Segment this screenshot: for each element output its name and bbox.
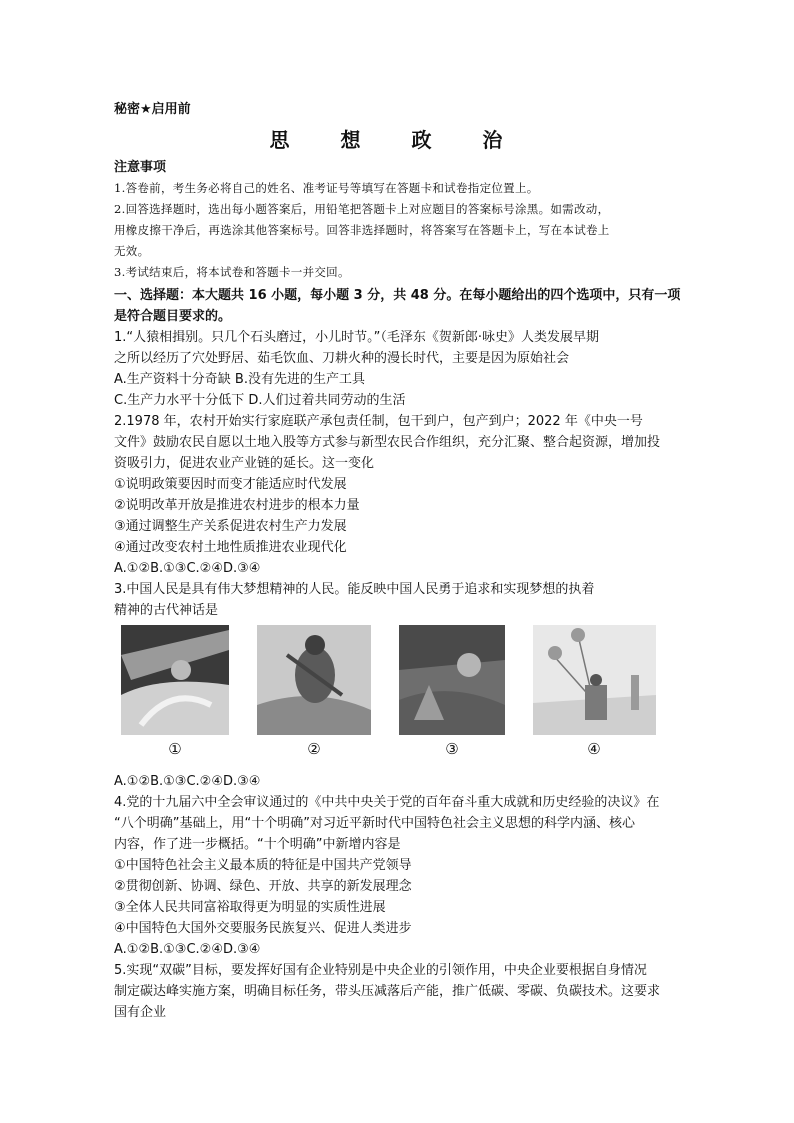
note-line: 1.答卷前，考生务必将自己的姓名、准考证号等填写在答题卡和试卷指定位置上。 [114,181,539,195]
question-stem: 4.党的十九届六中全会审议通过的《中共中央关于党的百年奋斗重大成就和历史经验的决议》在 [114,795,660,810]
statement-item: ①说明政策要因时而变才能适应时代发展 [114,477,347,492]
question-options: C.生产力水平十分低下 D.人们过着共同劳动的生活 [114,393,406,408]
statement-item: ④通过改变农村土地性质推进农业现代化 [114,540,347,555]
question-stem: 2.1978 年，农村开始实行家庭联产承包责任制，包干到户，包产到户；2022 年《中央一号 [114,414,643,429]
question-stem: 之所以经历了穴处野居、茹毛饮血、刀耕火种的漫长时代，主要是因为原始社会 [114,351,570,366]
secret-label: 秘密★启用前 [114,102,191,117]
question-stem: 1.“人猿相揖别。只几个石头磨过，小儿时节。”（毛泽东《贺新郎·咏史》人类发展早期 [114,330,600,345]
question-1 [114,327,700,411]
question-options: A.①②B.①③C.②④D.③④ [114,942,261,957]
question-stem: 5.实现“双碳”目标，要发挥好国有企业特别是中央企业的引领作用，中央企业要根据自身情况 [114,963,647,978]
question-5 [114,960,700,1023]
section-heading-line: 一、选择题：本大题共 16 小题，每小题 3 分，共 48 分。在每小题给出的四个选项中，只有一项 [114,288,681,303]
question-2 [114,411,700,579]
statement-item: ③通过调整生产关系促进农村生产力发展 [114,519,347,534]
statement-item: ③全体人民共同富裕取得更为明显的实质性进展 [114,900,386,915]
question-3 [114,579,700,792]
page-title: 思 想 政 治 [269,128,525,152]
figure-label: ③ [445,740,459,758]
myth-image-1 [121,625,229,735]
section-heading [114,285,700,327]
myth-image-4 [533,625,656,735]
question-stem: 制定碳达峰实施方案，明确目标任务，带头压减落后产能，推广低碳、零碳、负碳技术。这要求 [114,984,661,999]
question-options: A.①②B.①③C.②④D.③④ [114,561,261,576]
question-stem: 国有企业 [114,1005,167,1020]
statement-item: ②说明改革开放是推进农村进步的根本力量 [114,498,360,513]
question-stem: 资吸引力，促进农业产业链的延长。这一变化 [114,456,375,471]
note-line: 用橡皮擦干净后，再选涂其他答案标号。回答非选择题时，将答案写在答题卡上，写在本试卷上 [114,223,610,237]
note-line: 无效。 [114,244,150,258]
question-stem: 精神的古代神话是 [114,603,219,618]
section-heading-line: 是符合题目要求的。 [114,309,232,324]
statement-item: ②贯彻创新、协调、绿色、开放、共享的新发展理念 [114,879,412,894]
myth-image-2 [257,625,371,735]
note-line: 3.考试结束后，将本试卷和答题卡一并交回。 [114,265,350,279]
figure-label: ④ [587,740,601,758]
figure-label: ① [168,740,182,758]
figure-label: ② [307,740,321,758]
question-4 [114,792,700,960]
note-line: 2.回答选择题时，选出每小题答案后，用铅笔把答题卡上对应题目的答案标号涂黑。如需改动， [114,202,610,216]
notes-heading: 注意事项 [114,160,167,175]
question-options: A.生产资料十分奇缺 B.没有先进的生产工具 [114,372,365,387]
question-options: A.①②B.①③C.②④D.③④ [114,774,261,789]
statement-item: ①中国特色社会主义最本质的特征是中国共产党领导 [114,858,412,873]
question-stem: 3.中国人民是具有伟大梦想精神的人民。能反映中国人民勇于追求和实现梦想的执着 [114,582,595,597]
myth-figures [114,625,700,771]
question-stem: “八个明确”基础上，用“十个明确”对习近平新时代中国特色社会主义思想的科学内涵、核心 [114,816,635,831]
exam-content [114,158,700,1023]
myth-image-3 [399,625,505,735]
question-stem: 文件》鼓励农民自愿以土地入股等方式参与新型农民合作组织，充分汇聚、整合起资源，增加投 [114,435,661,450]
statement-item: ④中国特色大国外交要服务民族复兴、促进人类进步 [114,921,412,936]
question-stem: 内容，作了进一步概括。“十个明确”中新增内容是 [114,837,401,852]
